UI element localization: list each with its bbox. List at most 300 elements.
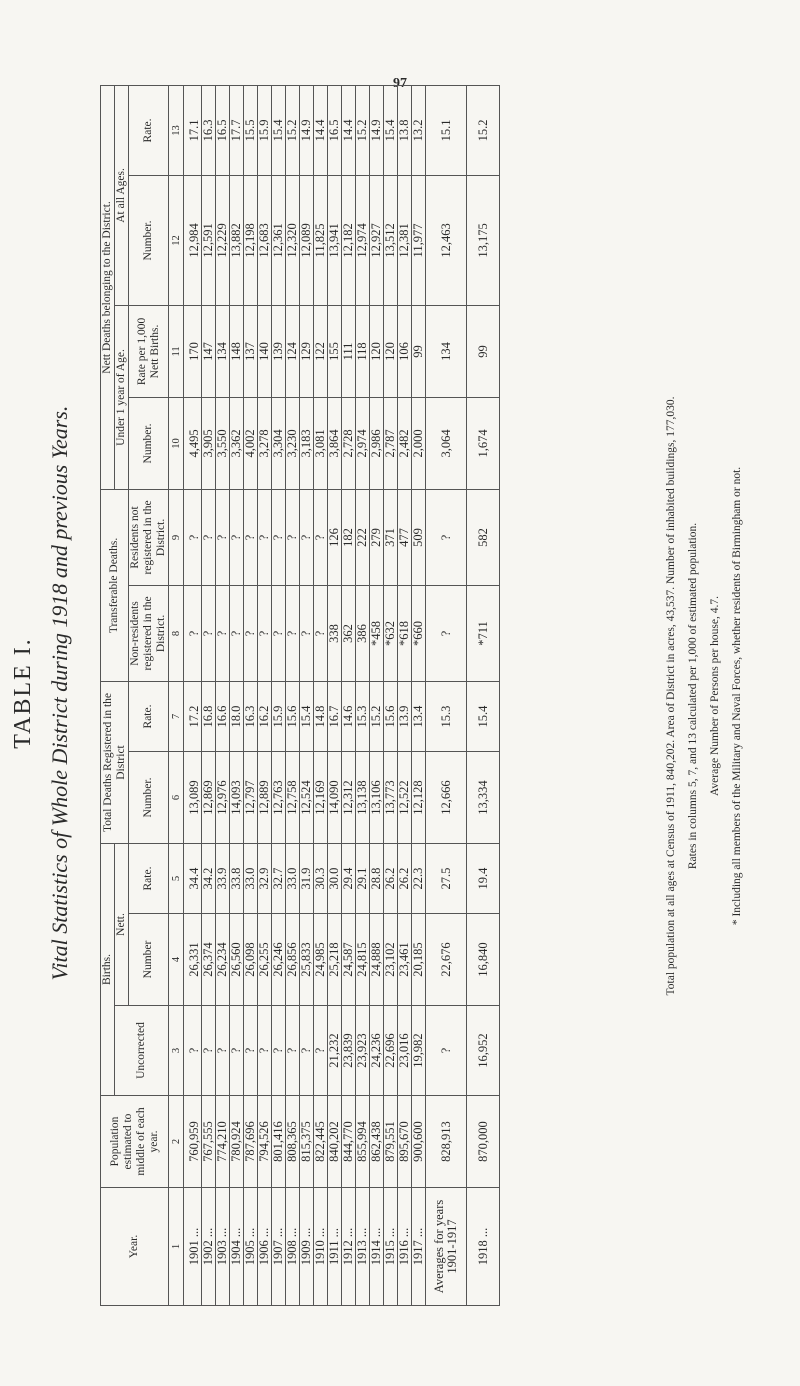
header-all-rate: Rate. <box>129 85 169 175</box>
cell-births-number: 24,587 <box>342 914 356 1006</box>
cell-infant-number: 2,974 <box>356 397 370 489</box>
cell-all-rate: 15.4 <box>272 85 286 175</box>
footnote: Rates in columns 5, 7, and 13 calculated per 1,000 of estimated population. <box>687 522 699 870</box>
cell-infant-number: 1,674 <box>467 397 500 489</box>
cell-infant-rate: 137 <box>244 305 258 397</box>
column-number: 1 <box>169 1188 184 1306</box>
cell-residents-not: ? <box>314 489 328 585</box>
header-non-residents: Non-residents registered in the District. <box>129 585 169 681</box>
cell-population: 840,202 <box>328 1096 342 1188</box>
cell-deaths-rate: 15.6 <box>286 681 300 751</box>
cell-non-residents: *632 <box>384 585 398 681</box>
header-transferable-deaths: Transferable Deaths. <box>101 489 129 681</box>
column-number: 3 <box>169 1006 184 1096</box>
cell-residents-not: ? <box>230 489 244 585</box>
cell-all-number: 12,927 <box>370 175 384 305</box>
cell-population: 767,555 <box>202 1096 216 1188</box>
cell-all-rate: 13.2 <box>412 85 426 175</box>
cell-deaths-rate: 13.4 <box>412 681 426 751</box>
cell-births-number: 20,185 <box>412 914 426 1006</box>
cell-deaths-rate: 15.3 <box>356 681 370 751</box>
cell-residents-not: ? <box>272 489 286 585</box>
year-label: 1910 ... <box>314 1188 328 1306</box>
cell-all-rate: 16.3 <box>202 85 216 175</box>
table-row <box>342 85 356 1305</box>
cell-deaths-rate: 16.3 <box>244 681 258 751</box>
cell-all-number: 12,591 <box>202 175 216 305</box>
cell-population: 801,416 <box>272 1096 286 1188</box>
cell-deaths-rate: 16.8 <box>202 681 216 751</box>
cell-infant-rate: 134 <box>426 305 467 397</box>
cell-births-number: 16,840 <box>467 914 500 1006</box>
cell-deaths-rate: 15.6 <box>384 681 398 751</box>
cell-deaths-rate: 15.3 <box>426 681 467 751</box>
cell-uncorrected: 23,016 <box>398 1006 412 1096</box>
cell-all-number: 11,825 <box>314 175 328 305</box>
cell-non-residents: *711 <box>467 585 500 681</box>
cell-all-rate: 15.2 <box>356 85 370 175</box>
cell-population: 900,600 <box>412 1096 426 1188</box>
cell-non-residents: ? <box>216 585 230 681</box>
cell-deaths-rate: 16.2 <box>258 681 272 751</box>
cell-non-residents: ? <box>272 585 286 681</box>
cell-residents-not: ? <box>202 489 216 585</box>
cell-deaths-number: 13,089 <box>184 752 202 844</box>
cell-deaths-number: 12,889 <box>258 752 272 844</box>
cell-births-number: 25,833 <box>300 914 314 1006</box>
cell-deaths-rate: 14.8 <box>314 681 328 751</box>
cell-infant-rate: 148 <box>230 305 244 397</box>
cell-all-rate: 15.1 <box>426 85 467 175</box>
cell-population: 780,924 <box>230 1096 244 1188</box>
cell-infant-rate: 147 <box>202 305 216 397</box>
table-row <box>202 85 216 1305</box>
cell-population: 870,000 <box>467 1096 500 1188</box>
cell-births-number: 23,461 <box>398 914 412 1006</box>
cell-infant-rate: 118 <box>356 305 370 397</box>
cell-infant-number: 4,495 <box>184 397 202 489</box>
cell-uncorrected: 16,952 <box>467 1006 500 1096</box>
table-row <box>384 85 398 1305</box>
cell-all-number: 12,463 <box>426 175 467 305</box>
cell-all-number: 12,089 <box>300 175 314 305</box>
cell-deaths-number: 12,976 <box>216 752 230 844</box>
year-label: 1918 ... <box>467 1188 500 1306</box>
footnote: Average Number of Persons per house, 4.7. <box>709 595 721 797</box>
cell-all-rate: 15.5 <box>244 85 258 175</box>
cell-deaths-number: 13,773 <box>384 752 398 844</box>
cell-deaths-number: 13,138 <box>356 752 370 844</box>
cell-deaths-rate: 15.4 <box>300 681 314 751</box>
cell-infant-rate: 170 <box>184 305 202 397</box>
cell-all-rate: 14.4 <box>342 85 356 175</box>
cell-deaths-rate: 17.2 <box>184 681 202 751</box>
table-caption <box>10 0 73 1386</box>
cell-births-number: 26,098 <box>244 914 258 1006</box>
table-row <box>370 85 384 1305</box>
cell-all-rate: 15.9 <box>258 85 272 175</box>
cell-residents-not: 182 <box>342 489 356 585</box>
cell-infant-rate: 129 <box>300 305 314 397</box>
averages-label: Averages for years 1901-1917 <box>426 1188 467 1306</box>
cell-residents-not: 582 <box>467 489 500 585</box>
cell-deaths-rate: 15.9 <box>272 681 286 751</box>
column-number: 9 <box>169 489 184 585</box>
cell-births-number: 24,985 <box>314 914 328 1006</box>
cell-uncorrected: ? <box>258 1006 272 1096</box>
cell-all-number: 12,229 <box>216 175 230 305</box>
year-label: 1903 ... <box>216 1188 230 1306</box>
cell-births-rate: 34.2 <box>202 844 216 914</box>
table-row <box>356 85 370 1305</box>
cell-infant-number: 2,787 <box>384 397 398 489</box>
cell-all-rate: 14.9 <box>370 85 384 175</box>
table-title: Vital Statistics of Whole District during 1918 and previous Years. <box>47 405 72 981</box>
header-population: Population estimated to middle of each year. <box>101 1096 169 1188</box>
cell-all-number: 13,175 <box>467 175 500 305</box>
cell-births-rate: 30.3 <box>314 844 328 914</box>
cell-population: 855,994 <box>356 1096 370 1188</box>
header-births-rate: Rate. <box>129 844 169 914</box>
cell-non-residents: ? <box>184 585 202 681</box>
cell-uncorrected: ? <box>216 1006 230 1096</box>
cell-residents-not: ? <box>244 489 258 585</box>
cell-deaths-rate: 16.6 <box>216 681 230 751</box>
cell-deaths-rate: 13.9 <box>398 681 412 751</box>
cell-non-residents: 362 <box>342 585 356 681</box>
year-rows <box>184 85 426 1305</box>
cell-uncorrected: ? <box>230 1006 244 1096</box>
cell-population: 828,913 <box>426 1096 467 1188</box>
cell-all-rate: 13.8 <box>398 85 412 175</box>
header-all-ages: At all Ages. <box>115 85 129 305</box>
footnote: Total population at all ages at Census of 1911, 840,202. Area of District in acres, 43,537. Number of inhabited buildings, 177,030. <box>665 396 677 996</box>
table-row <box>258 85 272 1305</box>
cell-uncorrected: 24,236 <box>370 1006 384 1096</box>
cell-non-residents: ? <box>314 585 328 681</box>
cell-births-number: 26,234 <box>216 914 230 1006</box>
column-number: 8 <box>169 585 184 681</box>
header-nett-deaths: Nett Deaths belonging to the District. <box>101 85 115 489</box>
cell-births-number: 22,676 <box>426 914 467 1006</box>
cell-population: 822,445 <box>314 1096 328 1188</box>
year-label: 1907 ... <box>272 1188 286 1306</box>
cell-residents-not: 509 <box>412 489 426 585</box>
cell-all-rate: 17.7 <box>230 85 244 175</box>
cell-births-rate: 33.9 <box>216 844 230 914</box>
cell-residents-not: 371 <box>384 489 398 585</box>
table-row <box>300 85 314 1305</box>
cell-births-rate: 31.9 <box>300 844 314 914</box>
cell-infant-rate: 99 <box>412 305 426 397</box>
year-label: 1913 ... <box>356 1188 370 1306</box>
cell-deaths-number: 12,666 <box>426 752 467 844</box>
cell-all-number: 13,882 <box>230 175 244 305</box>
cell-deaths-rate: 18.0 <box>230 681 244 751</box>
cell-all-number: 12,381 <box>398 175 412 305</box>
cell-infant-number: 3,362 <box>230 397 244 489</box>
cell-non-residents: ? <box>258 585 272 681</box>
cell-births-rate: 34.4 <box>184 844 202 914</box>
cell-non-residents: *660 <box>412 585 426 681</box>
cell-infant-rate: 124 <box>286 305 300 397</box>
header-births: Births. <box>101 844 115 1096</box>
cell-births-rate: 33.0 <box>244 844 258 914</box>
cell-uncorrected: ? <box>244 1006 258 1096</box>
column-number: 6 <box>169 752 184 844</box>
cell-infant-rate: 140 <box>258 305 272 397</box>
cell-deaths-number: 12,869 <box>202 752 216 844</box>
cell-births-number: 23,102 <box>384 914 398 1006</box>
cell-population: 787,696 <box>244 1096 258 1188</box>
header-deaths-rate: Rate. <box>129 681 169 751</box>
column-number: 11 <box>169 305 184 397</box>
table-label: TABLE I. <box>10 637 36 749</box>
table-row <box>216 85 230 1305</box>
cell-deaths-number: 12,312 <box>342 752 356 844</box>
cell-population: 808,365 <box>286 1096 300 1188</box>
cell-population: 774,210 <box>216 1096 230 1188</box>
cell-all-rate: 14.9 <box>300 85 314 175</box>
cell-uncorrected: ? <box>286 1006 300 1096</box>
cell-residents-not: ? <box>216 489 230 585</box>
table-row <box>184 85 202 1305</box>
cell-deaths-rate: 16.7 <box>328 681 342 751</box>
cell-deaths-number: 12,524 <box>300 752 314 844</box>
table-row <box>314 85 328 1305</box>
cell-all-rate: 15.4 <box>384 85 398 175</box>
header-under-1: Under 1 year of Age. <box>115 305 129 489</box>
cell-population: 844,770 <box>342 1096 356 1188</box>
cell-non-residents: ? <box>300 585 314 681</box>
table-row <box>230 85 244 1305</box>
cell-residents-not: 477 <box>398 489 412 585</box>
cell-births-rate: 32.9 <box>258 844 272 914</box>
cell-births-rate: 29.4 <box>342 844 356 914</box>
cell-deaths-number: 13,334 <box>467 752 500 844</box>
cell-non-residents: ? <box>230 585 244 681</box>
cell-all-number: 12,320 <box>286 175 300 305</box>
cell-non-residents: 338 <box>328 585 342 681</box>
cell-non-residents: ? <box>286 585 300 681</box>
cell-population: 760,959 <box>184 1096 202 1188</box>
cell-deaths-rate: 15.2 <box>370 681 384 751</box>
cell-infant-number: 3,278 <box>258 397 272 489</box>
cell-infant-rate: 139 <box>272 305 286 397</box>
cell-infant-number: 3,064 <box>426 397 467 489</box>
cell-infant-number: 2,728 <box>342 397 356 489</box>
cell-births-number: 26,560 <box>230 914 244 1006</box>
cell-non-residents: 386 <box>356 585 370 681</box>
cell-all-number: 12,984 <box>184 175 202 305</box>
cell-infant-number: 2,986 <box>370 397 384 489</box>
header-total-deaths: Total Deaths Registered in the District <box>101 681 129 843</box>
cell-infant-rate: 120 <box>370 305 384 397</box>
cell-infant-rate: 106 <box>398 305 412 397</box>
cell-infant-rate: 134 <box>216 305 230 397</box>
cell-births-number: 25,218 <box>328 914 342 1006</box>
cell-births-rate: 33.8 <box>230 844 244 914</box>
cell-residents-not: ? <box>258 489 272 585</box>
cell-all-number: 12,182 <box>342 175 356 305</box>
cell-births-rate: 28.8 <box>370 844 384 914</box>
cell-deaths-number: 14,090 <box>328 752 342 844</box>
column-number: 7 <box>169 681 184 751</box>
cell-births-rate: 29.1 <box>356 844 370 914</box>
year-label: 1911 ... <box>328 1188 342 1306</box>
cell-non-residents: *458 <box>370 585 384 681</box>
cell-non-residents: ? <box>426 585 467 681</box>
cell-non-residents: ? <box>202 585 216 681</box>
cell-all-rate: 16.5 <box>216 85 230 175</box>
cell-deaths-number: 12,128 <box>412 752 426 844</box>
cell-infant-number: 3,905 <box>202 397 216 489</box>
year-label: 1902 ... <box>202 1188 216 1306</box>
cell-residents-not: ? <box>300 489 314 585</box>
cell-deaths-number: 14,093 <box>230 752 244 844</box>
cell-deaths-number: 12,797 <box>244 752 258 844</box>
year-label: 1916 ... <box>398 1188 412 1306</box>
cell-uncorrected: 21,232 <box>328 1006 342 1096</box>
cell-population: 794,526 <box>258 1096 272 1188</box>
table-row <box>244 85 258 1305</box>
cell-births-rate: 33.0 <box>286 844 300 914</box>
cell-births-rate: 32.7 <box>272 844 286 914</box>
table-row <box>272 85 286 1305</box>
header-under1-rate: Rate per 1,000 Nett Births. <box>129 305 169 397</box>
cell-all-rate: 14.4 <box>314 85 328 175</box>
cell-births-number: 26,246 <box>272 914 286 1006</box>
footnotes <box>660 146 748 1246</box>
year-label: 1908 ... <box>286 1188 300 1306</box>
cell-births-number: 26,255 <box>258 914 272 1006</box>
cell-infant-number: 3,183 <box>300 397 314 489</box>
year-label: 1912 ... <box>342 1188 356 1306</box>
cell-deaths-rate: 15.4 <box>467 681 500 751</box>
cell-infant-number: 2,000 <box>412 397 426 489</box>
cell-infant-rate: 99 <box>467 305 500 397</box>
header-under1-number: Number. <box>129 397 169 489</box>
cell-uncorrected: 23,923 <box>356 1006 370 1096</box>
cell-residents-not: 222 <box>356 489 370 585</box>
cell-residents-not: ? <box>286 489 300 585</box>
cell-population: 879,551 <box>384 1096 398 1188</box>
table-row <box>286 85 300 1305</box>
vital-statistics-table <box>100 85 500 1306</box>
column-number: 10 <box>169 397 184 489</box>
averages-row <box>426 85 467 1305</box>
cell-uncorrected: ? <box>314 1006 328 1096</box>
cell-births-rate: 19.4 <box>467 844 500 914</box>
cell-all-number: 13,512 <box>384 175 398 305</box>
year-label: 1915 ... <box>384 1188 398 1306</box>
header-all-number: Number. <box>129 175 169 305</box>
column-number: 2 <box>169 1096 184 1188</box>
cell-residents-not: ? <box>426 489 467 585</box>
header-uncorrected: Uncorrected <box>115 1006 169 1096</box>
cell-all-number: 12,683 <box>258 175 272 305</box>
cell-all-rate: 17.1 <box>184 85 202 175</box>
cell-births-number: 26,374 <box>202 914 216 1006</box>
cell-births-rate: 27.5 <box>426 844 467 914</box>
cell-infant-number: 3,550 <box>216 397 230 489</box>
column-number: 13 <box>169 85 184 175</box>
cell-population: 815,375 <box>300 1096 314 1188</box>
cell-deaths-number: 12,758 <box>286 752 300 844</box>
cell-deaths-number: 12,522 <box>398 752 412 844</box>
header-residents-not: Residents not registered in the District. <box>129 489 169 585</box>
year-label: 1901 ... <box>184 1188 202 1306</box>
year-label: 1914 ... <box>370 1188 384 1306</box>
year-1918-row <box>467 85 500 1305</box>
cell-infant-number: 3,304 <box>272 397 286 489</box>
cell-infant-number: 2,482 <box>398 397 412 489</box>
cell-deaths-number: 13,106 <box>370 752 384 844</box>
cell-births-number: 26,856 <box>286 914 300 1006</box>
cell-all-rate: 15.2 <box>467 85 500 175</box>
cell-uncorrected: ? <box>184 1006 202 1096</box>
column-number: 5 <box>169 844 184 914</box>
cell-deaths-number: 12,169 <box>314 752 328 844</box>
cell-all-rate: 16.5 <box>328 85 342 175</box>
table-row <box>412 85 426 1305</box>
cell-all-number: 12,198 <box>244 175 258 305</box>
cell-uncorrected: ? <box>202 1006 216 1096</box>
cell-infant-rate: 120 <box>384 305 398 397</box>
page-number: 97 <box>393 76 407 91</box>
cell-uncorrected: 23,839 <box>342 1006 356 1096</box>
cell-uncorrected: ? <box>300 1006 314 1096</box>
year-label: 1905 ... <box>244 1188 258 1306</box>
cell-all-number: 12,361 <box>272 175 286 305</box>
cell-births-rate: 22.3 <box>412 844 426 914</box>
year-label: 1917 ... <box>412 1188 426 1306</box>
cell-infant-number: 4,002 <box>244 397 258 489</box>
cell-uncorrected: ? <box>426 1006 467 1096</box>
cell-population: 895,670 <box>398 1096 412 1188</box>
cell-infant-number: 3,081 <box>314 397 328 489</box>
cell-uncorrected: 22,696 <box>384 1006 398 1096</box>
cell-residents-not: ? <box>184 489 202 585</box>
cell-births-rate: 30.0 <box>328 844 342 914</box>
column-number: 12 <box>169 175 184 305</box>
cell-residents-not: 279 <box>370 489 384 585</box>
cell-all-number: 11,977 <box>412 175 426 305</box>
cell-residents-not: 126 <box>328 489 342 585</box>
cell-infant-number: 3,230 <box>286 397 300 489</box>
cell-population: 862,438 <box>370 1096 384 1188</box>
header-births-number: Number <box>129 914 169 1006</box>
cell-non-residents: ? <box>244 585 258 681</box>
cell-uncorrected: ? <box>272 1006 286 1096</box>
cell-infant-rate: 122 <box>314 305 328 397</box>
year-label: 1906 ... <box>258 1188 272 1306</box>
table-row <box>328 85 342 1305</box>
header-year: Year. <box>101 1188 169 1306</box>
cell-births-number: 24,888 <box>370 914 384 1006</box>
table-row <box>398 85 412 1305</box>
cell-uncorrected: 19,982 <box>412 1006 426 1096</box>
cell-non-residents: *618 <box>398 585 412 681</box>
cell-infant-rate: 155 <box>328 305 342 397</box>
header-deaths-number: Number. <box>129 752 169 844</box>
cell-all-number: 13,941 <box>328 175 342 305</box>
cell-all-number: 12,974 <box>356 175 370 305</box>
cell-all-rate: 15.2 <box>286 85 300 175</box>
header-births-nett: Nett. <box>115 844 129 1006</box>
footnote: * Including all members of the Military and Naval Forces, whether residents of Birmingham or not. <box>731 466 743 926</box>
cell-births-number: 24,815 <box>356 914 370 1006</box>
